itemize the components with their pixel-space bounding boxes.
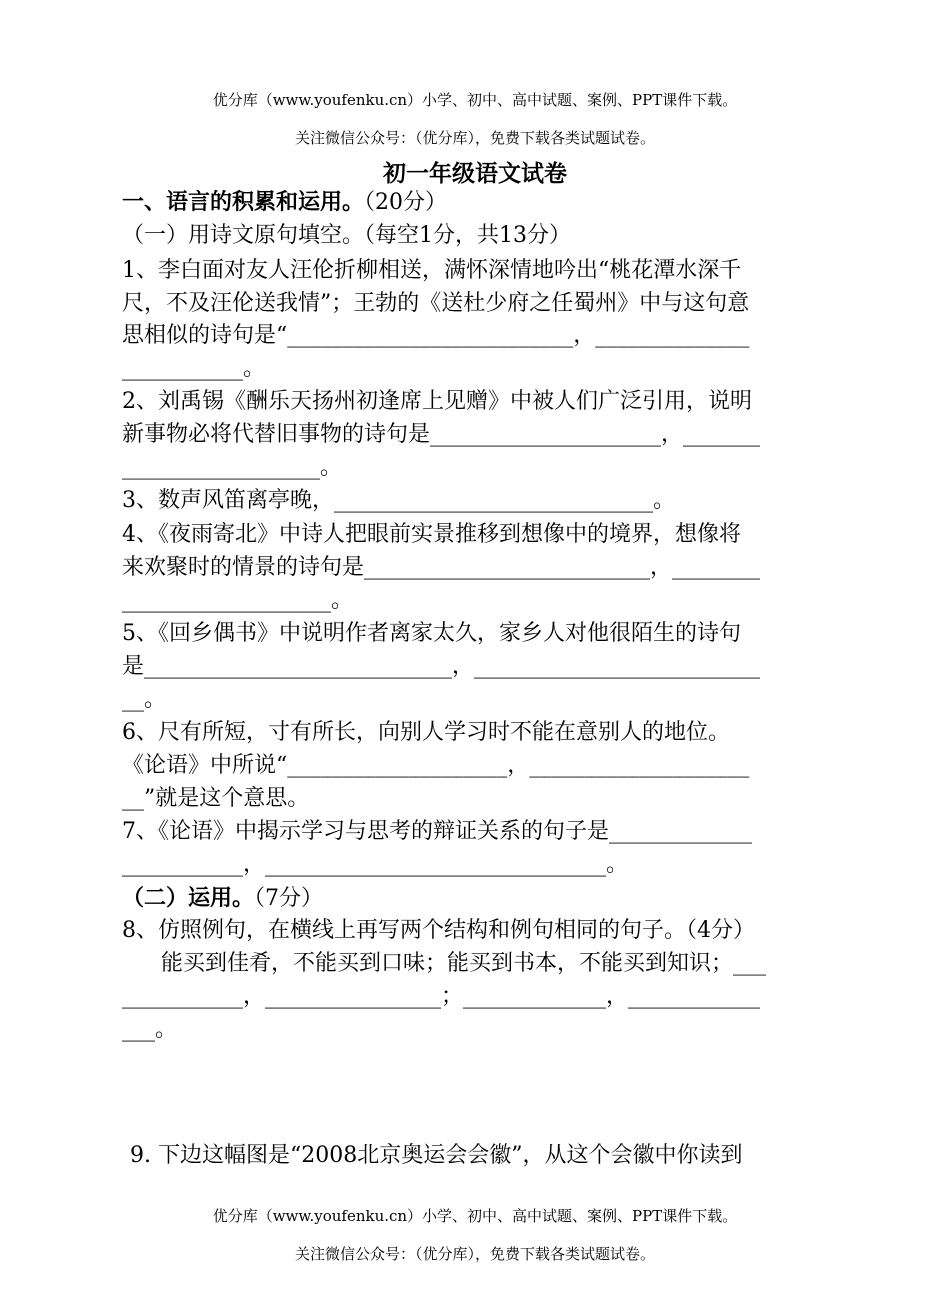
q2-line-3: __________________。 xyxy=(122,455,343,480)
q7-line-1: 7、《论语》中揭示学习与思考的辩证关系的句子是_____________ xyxy=(122,819,752,844)
section1-heading-text: 一、语言的积累和运用。 xyxy=(122,189,365,215)
q4-line-1: 4、《夜雨寄北》中诗人把眼前实景推移到想像中的境界，想像将 xyxy=(122,522,741,547)
q5-line-1: 5、《回乡偶书》中说明作者离家太久，家乡人对他很陌生的诗句 xyxy=(122,621,741,646)
section1-part1: （一）用诗文原句填空。（每空1分，共13分） xyxy=(122,223,571,248)
header-line-1: 优分库（www.youfenku.cn）小学、初中、高中试题、案例、PPT课件下载。 xyxy=(212,91,738,109)
section2-heading-text: （二）运用。 xyxy=(122,885,255,911)
footer-line-1: 优分库（www.youfenku.cn）小学、初中、高中试题、案例、PPT课件下载。 xyxy=(212,1207,738,1225)
q6-line-3: __”就是这个意思。 xyxy=(122,786,310,811)
q7-line-2: ___________，_______________________________。 xyxy=(122,852,629,877)
q1-line-3: 思相似的诗句是“__________________________，______________ xyxy=(122,323,750,348)
section2-heading xyxy=(122,884,832,913)
q9-line-1: 9. 下边这幅图是“2008北京奥运会会徽”，从这个会徽中你读到 xyxy=(130,1143,743,1168)
q3-line-1: 3、数声风笛离亭晚，_____________________________。 xyxy=(122,488,675,513)
q4-line-3: ___________________。 xyxy=(122,588,354,613)
q8-line-2: 能买到佳肴，不能买到口味；能买到书本，不能买到知识；___ xyxy=(161,951,767,976)
q4-line-2: 来欢聚时的情景的诗句是__________________________，________ xyxy=(122,555,761,580)
q6-line-1: 6、尺有所短，寸有所长，向别人学习时不能在意别人的地位。 xyxy=(122,720,730,745)
q1-line-2: 尺，不及汪伦送我情”；王勃的《送杜少府之任蜀州》中与这句意 xyxy=(122,291,750,316)
q2-line-1: 2、刘禹锡《酬乐天扬州初逢席上见赠》中被人们广泛引用，说明 xyxy=(122,389,752,414)
footer-line-2: 关注微信公众号：（优分库），免费下载各类试题试卷。 xyxy=(294,1245,655,1263)
q8-line-4: ___。 xyxy=(122,1017,178,1042)
q1-line-1: 1、李白面对友人汪伦折柳相送，满怀深情地吟出“桃花潭水深千 xyxy=(122,258,742,283)
page-title: 初一年级语文试卷 xyxy=(383,160,567,187)
section1-heading xyxy=(122,188,832,217)
header-line-2: 关注微信公众号：（优分库），免费下载各类试题试卷。 xyxy=(294,129,655,147)
q5-line-3: __。 xyxy=(122,687,167,712)
section2-score: （7分） xyxy=(254,886,324,911)
q2-line-2: 新事物必将代替旧事物的诗句是_____________________，_______ xyxy=(122,422,761,447)
q5-line-2: 是____________________________，__________________________ xyxy=(122,654,761,679)
section1-score: （20分） xyxy=(364,190,448,215)
q1-line-4: ___________。 xyxy=(122,356,266,381)
q8-line-1: 8、仿照例句，在横线上再写两个结构和例句相同的句子。（4分） xyxy=(122,918,755,943)
q6-line-2: 《论语》中所说“____________________，____________________ xyxy=(122,753,750,778)
q8-line-3: ___________，________________；_____________，____________ xyxy=(122,984,761,1009)
